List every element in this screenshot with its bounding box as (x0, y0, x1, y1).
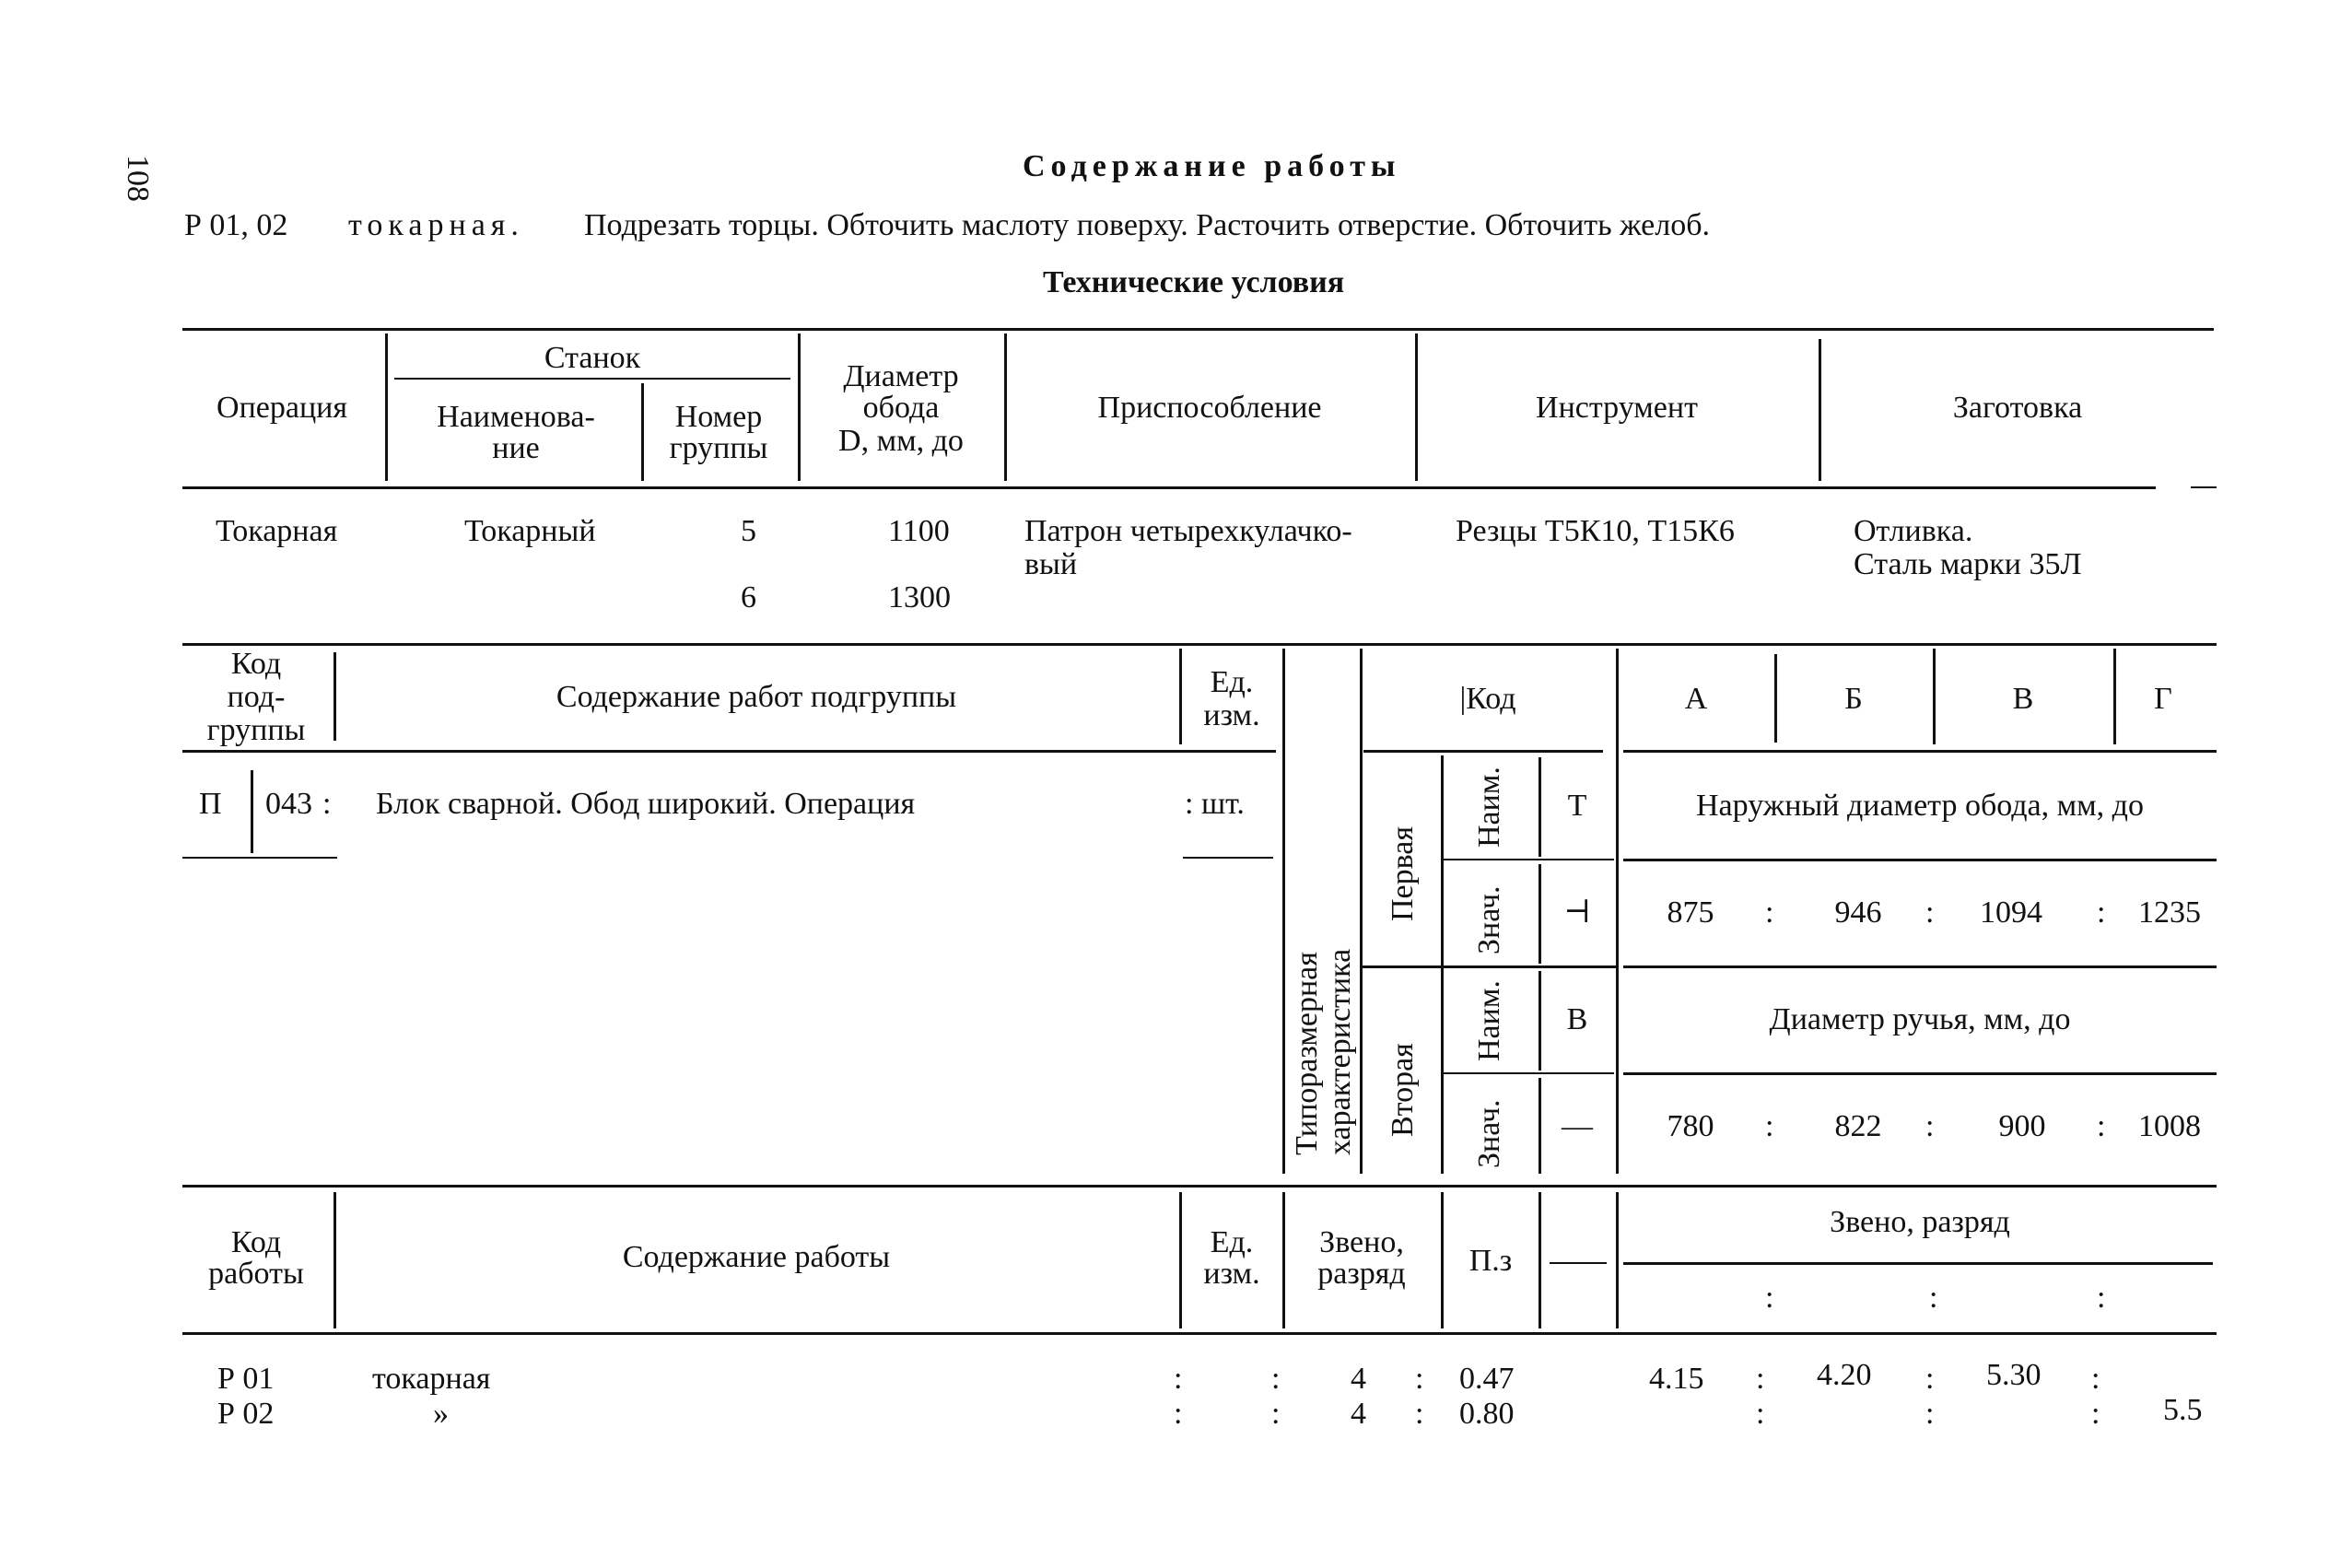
page-title: Содержание работы (1023, 149, 1401, 183)
tech-conditions-title: Технические условия (1043, 265, 1345, 299)
label-second: Вторая (1386, 1043, 1420, 1137)
table1-col-divider (1004, 333, 1007, 481)
header-link: Звено, (1319, 1225, 1404, 1259)
work-row-text: » (433, 1397, 449, 1431)
intro-text: Подрезать торцы. Обточить маслоту поверху. Расточить отверстие. Обточить желоб. (584, 208, 1711, 242)
cell-blank: Сталь марки 35Л (1854, 547, 2082, 581)
label-outer-diameter: Наружный диаметр обода, мм, до (1696, 789, 2144, 823)
table2-code-rule (1363, 750, 1603, 753)
separator-colon: : (1271, 1362, 1281, 1396)
table3-top-rule (182, 1185, 2217, 1188)
header-col-g: Г (2154, 682, 2172, 716)
separator-colon: : (2091, 1362, 2100, 1396)
code-second-name: В (1566, 1002, 1588, 1036)
cell-group-no: 6 (741, 580, 756, 614)
value-first-v: 1094 (1980, 895, 2042, 930)
label-typesize: характеристика (1323, 948, 1357, 1155)
table2-inner-rule (1443, 1072, 1614, 1074)
header-work-unit: Ед. (1210, 1225, 1254, 1259)
table3-dash-rule (1550, 1262, 1607, 1264)
table3-col-divider (1539, 1192, 1541, 1328)
cell-subgroup-colon: : (322, 787, 332, 821)
work-row-link: 4 (1351, 1362, 1366, 1396)
cell-diameter: 1100 (888, 514, 950, 548)
value-second-a: 780 (1667, 1109, 1714, 1143)
work-row-pz: 0.47 (1459, 1362, 1515, 1396)
separator-colon: : (2097, 1281, 2106, 1315)
table3-grade-rule (1623, 1262, 2213, 1265)
table2-cols-rule (1623, 750, 2217, 753)
label-value: Знач. (1472, 885, 1506, 954)
table2-label-rule (1623, 1072, 2217, 1075)
separator-colon: : (1765, 1281, 1774, 1315)
cell-fixture: Патрон четырехкулачко- (1024, 514, 1352, 548)
separator-colon: : (1925, 1109, 1935, 1143)
separator-colon: : (1415, 1397, 1424, 1431)
table2-col-divider (1933, 649, 1936, 744)
header-subgroup-code: группы (206, 713, 306, 747)
table2-inner-rule (1360, 965, 1616, 968)
label-first: Первая (1386, 826, 1420, 921)
cell-subgroup-letter: П (199, 787, 222, 821)
table2-col-divider (1282, 649, 1285, 1174)
separator-colon: : (2097, 1109, 2106, 1143)
label-name: Наим. (1472, 980, 1506, 1061)
value-first-b: 946 (1834, 895, 1882, 930)
table2-col-divider (1774, 654, 1777, 743)
cell-group-no: 5 (741, 514, 756, 548)
table2-top-rule (182, 643, 2217, 646)
table2-label-rule (1623, 965, 2217, 968)
separator-colon: : (1756, 1397, 1765, 1431)
header-operation: Операция (216, 391, 347, 425)
header-link: разряд (1317, 1257, 1406, 1291)
table2-code-divider (251, 770, 253, 853)
table3-col-divider (333, 1192, 336, 1328)
cell-subgroup-unit: : шт. (1185, 787, 1245, 821)
separator-colon: : (1765, 1109, 1774, 1143)
table1-col-divider (1415, 333, 1418, 481)
value-first-g: 1235 (2138, 895, 2201, 930)
table1-col-divider (641, 383, 644, 481)
header-diameter: Диаметр (843, 359, 959, 393)
header-code: |Код (1459, 682, 1516, 716)
table3-col-divider (1179, 1192, 1182, 1328)
value-second-b: 822 (1834, 1109, 1882, 1143)
table1-col-divider (385, 333, 388, 481)
header-pz: П.з (1468, 1244, 1513, 1278)
value-second-g: 1008 (2138, 1109, 2201, 1143)
cell-subgroup-text: Блок сварной. Обод широкий. Операция (376, 787, 916, 821)
separator-colon: : (2097, 895, 2106, 930)
table2-label-rule (1623, 859, 2217, 861)
header-unit: изм. (1203, 698, 1260, 732)
cell-tool: Резцы Т5К10, Т15К6 (1456, 514, 1735, 548)
separator-colon: : (1925, 895, 1935, 930)
header-fixture: Приспособление (1097, 391, 1322, 425)
work-row-code: Р 01 (217, 1362, 275, 1396)
separator-colon: : (1174, 1362, 1183, 1396)
header-col-a: А (1684, 682, 1708, 716)
separator-colon: : (1925, 1362, 1935, 1396)
intro-operation: токарная. (348, 208, 524, 242)
separator-colon: : (1271, 1397, 1281, 1431)
header-unit: Ед. (1210, 665, 1254, 699)
header-diameter: обода (862, 391, 940, 425)
header-subgroup-code: под- (227, 680, 286, 714)
header-group-no: Номер (674, 400, 763, 434)
table2-inner-rule (1443, 859, 1614, 860)
separator-colon: : (1415, 1362, 1424, 1396)
separator-colon: : (1756, 1362, 1765, 1396)
table1-top-rule (182, 328, 2214, 331)
work-row-value-g: 5.5 (2163, 1393, 2203, 1427)
table2-inner-divider (1441, 755, 1444, 1174)
cell-operation: Токарная (216, 514, 338, 548)
table1-col-divider (798, 333, 801, 481)
header-tool: Инструмент (1536, 391, 1698, 425)
cell-machine-name: Токарный (464, 514, 596, 548)
header-group-no: группы (669, 431, 768, 465)
header-work-code: Код (230, 1225, 282, 1259)
table3-header-bottom-rule (182, 1332, 2217, 1335)
page-number: 108 (121, 155, 155, 202)
label-value: Знач. (1472, 1099, 1506, 1168)
work-row-text: токарная (372, 1362, 491, 1396)
header-work-content: Содержание работы (622, 1240, 891, 1274)
work-row-value-b: 4.20 (1817, 1358, 1872, 1392)
table2-unit-underline (1183, 857, 1273, 859)
table1-col-divider (1819, 339, 1821, 481)
intro-code: Р 01, 02 (184, 208, 288, 242)
cell-diameter: 1300 (888, 580, 951, 614)
header-diameter: D, мм, до (838, 424, 964, 458)
separator-colon: : (1174, 1397, 1183, 1431)
separator-colon: : (1925, 1397, 1935, 1431)
cell-fixture: вый (1024, 547, 1078, 581)
work-row-value-v: 5.30 (1986, 1358, 2042, 1392)
separator-colon: : (2091, 1397, 2100, 1431)
header-machine-name: ние (492, 431, 540, 465)
table2-col-divider (1360, 649, 1363, 1174)
code-first-name: Т (1567, 789, 1587, 823)
code-second-value: — (1562, 1109, 1593, 1143)
value-second-v: 900 (1998, 1109, 2046, 1143)
label-name: Наим. (1472, 766, 1506, 848)
table1-header-bottom-tail (2191, 486, 2217, 488)
table3-col-divider (1616, 1192, 1619, 1328)
table2-code-underline (182, 857, 337, 859)
header-work-code: работы (208, 1257, 304, 1291)
separator-colon: : (1765, 895, 1774, 930)
table1-machine-rule (394, 378, 790, 380)
cell-blank: Отливка. (1854, 514, 1973, 548)
separator-colon: : (1929, 1281, 1938, 1315)
work-row-link: 4 (1351, 1397, 1366, 1431)
header-link-grade: Звено, разряд (1830, 1205, 2010, 1239)
header-blank: Заготовка (1952, 391, 2083, 425)
header-subgroup-code: Код (230, 647, 282, 681)
table2-col-divider (1616, 649, 1619, 1174)
table2-col-divider (2113, 649, 2116, 744)
label-typesize: Типоразмерная (1290, 952, 1324, 1155)
work-row-code: Р 02 (217, 1397, 275, 1431)
table3-col-divider (1282, 1192, 1285, 1328)
header-machine-name: Наименова- (437, 400, 595, 434)
table2-header-bottom-rule (182, 750, 1276, 753)
header-col-v: В (2012, 682, 2034, 716)
header-subgroup-content: Содержание работ подгруппы (556, 680, 957, 714)
table2-col-divider (1179, 649, 1182, 744)
label-groove-diameter: Диаметр ручья, мм, до (1769, 1002, 2071, 1036)
table2-col-divider (333, 652, 336, 741)
table3-col-divider (1441, 1192, 1444, 1328)
value-first-a: 875 (1667, 895, 1714, 930)
table1-header-bottom-rule (182, 486, 2156, 489)
header-col-b: Б (1844, 682, 1863, 716)
cell-subgroup-code: 043 (265, 787, 312, 821)
header-work-unit: изм. (1203, 1257, 1260, 1291)
code-first-value: ⊣ (1563, 895, 1591, 930)
work-row-value-a: 4.15 (1649, 1362, 1704, 1396)
work-row-pz: 0.80 (1459, 1397, 1515, 1431)
header-machine: Станок (544, 341, 641, 375)
